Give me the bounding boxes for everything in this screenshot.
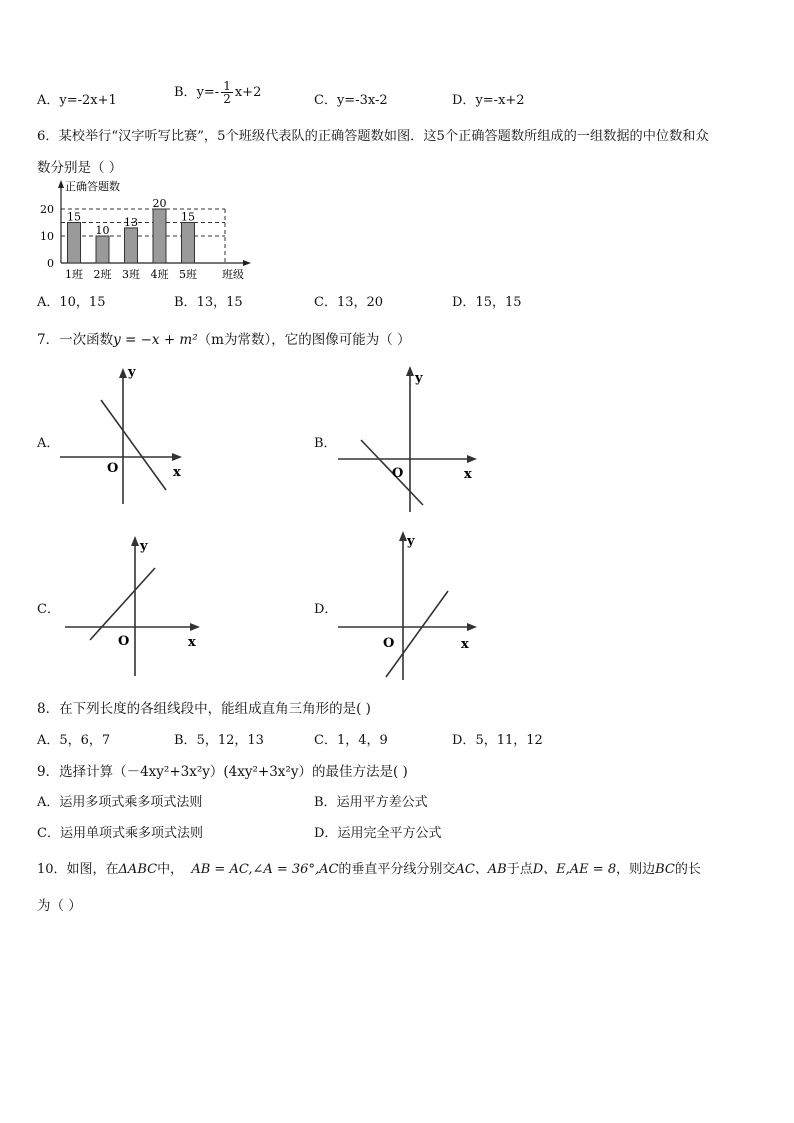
graph-line: [90, 568, 155, 640]
q6-option-c: [314, 291, 383, 310]
q9-option-c: [37, 822, 203, 841]
option-text: 10，15: [59, 295, 106, 310]
q7-stem: [37, 328, 411, 348]
q10-math: AB = AC,∠A = 36°,AC: [191, 862, 339, 877]
y-label: y: [415, 371, 423, 386]
option-label: B．: [174, 295, 197, 310]
q6-option-a: [37, 291, 105, 310]
origin-label: O: [118, 634, 130, 649]
option-label: D．: [452, 295, 476, 310]
option-text: y=-2x+1: [59, 93, 117, 108]
q10-math: ΔABC: [118, 862, 158, 877]
x-axis-title: 班级: [222, 268, 244, 281]
q7-graph-c: [60, 530, 205, 680]
option-text: 5，11，12: [475, 733, 543, 748]
q7-suffix: （m为常数），它的图像可能为（ ）: [197, 332, 411, 348]
option-text: 5，12，13: [196, 733, 264, 748]
category-label: 2班: [93, 268, 112, 281]
category-label: 5班: [179, 268, 197, 281]
q8-option-d: [452, 729, 543, 748]
q10-line2: 为（ ）: [37, 898, 82, 914]
data-label: 10: [95, 224, 110, 237]
bar: [153, 209, 166, 263]
q7-graph-d-label: D．: [314, 602, 338, 617]
q7-graph-b: [333, 362, 483, 517]
origin-label: O: [383, 636, 395, 651]
graph-line: [101, 400, 166, 490]
y-label: y: [128, 365, 136, 380]
x-axis-arrow-icon: [467, 455, 477, 463]
q9-stem: 9．选择计算（－4xy²+3x²y）(4xy²+3x²y）的最佳方法是( ): [37, 764, 408, 780]
q7-graph-c-label: C．: [37, 602, 60, 617]
y-axis-arrow-icon: [406, 366, 414, 376]
option-label: D．: [314, 826, 338, 841]
q10-text: 于点: [506, 862, 533, 877]
q10-math: D、E,AE = 8: [532, 862, 617, 877]
option-text: 运用平方差公式: [336, 795, 428, 810]
bar: [96, 236, 109, 263]
q9-option-d: [314, 822, 441, 841]
option-text: 1，4，9: [336, 733, 388, 748]
option-text: 运用完全平方公式: [337, 826, 442, 841]
q7-graph-a-label: A．: [37, 436, 60, 451]
option-text: 15，15: [475, 295, 522, 310]
q6-option-d: [452, 291, 522, 310]
y-label: y: [140, 539, 148, 554]
option-text: 5，6，7: [59, 733, 111, 748]
q6-line1: 6．某校举行“汉字听写比赛”，5个班级代表队的正确答题数如图．这5个正确答题数所组成的一组数据的中位数和众: [37, 129, 709, 144]
option-text: y=-3x-2: [336, 93, 388, 108]
x-label: x: [173, 465, 181, 480]
x-label: x: [461, 637, 469, 652]
option-label: C．: [314, 733, 337, 748]
bar: [125, 228, 138, 263]
option-text: y=-x+2: [475, 93, 525, 108]
q9-option-a: [37, 791, 202, 810]
x-axis-arrow-icon: [243, 260, 251, 266]
q7-formula: y = −x + m²: [113, 332, 198, 348]
option-text: 运用单项式乘多项式法则: [59, 826, 203, 841]
option-label: A．: [37, 795, 60, 810]
data-label: 20: [152, 197, 167, 210]
q10-text: 10．如图，在: [37, 862, 119, 877]
q10-text: 的长: [674, 862, 701, 877]
q6-line2: 数分别是（ ）: [37, 160, 123, 176]
category-label: 4班: [150, 268, 169, 281]
q5-option-c: [314, 89, 388, 108]
data-label: 15: [67, 210, 81, 224]
x-label: x: [464, 467, 472, 482]
option-label: C．: [37, 826, 60, 841]
option-label: D．: [452, 93, 476, 108]
q7-prefix: 7．一次函数: [37, 332, 114, 348]
fraction-denominator: 2: [223, 92, 231, 106]
q5-option-a: [37, 89, 117, 108]
y-label: y: [407, 534, 415, 549]
q8-option-c: [314, 729, 388, 748]
x-label: x: [188, 635, 196, 650]
q10-text: 的垂直平分线分别交: [338, 862, 456, 877]
q7-graph-d: [333, 525, 483, 685]
q10-line1: [37, 858, 701, 877]
data-label: 13: [124, 215, 138, 229]
option-text-pre: y=-: [196, 85, 220, 100]
bar: [182, 223, 195, 264]
option-label: D．: [452, 733, 476, 748]
y-axis-arrow-icon: [119, 368, 127, 378]
graph-line: [386, 591, 448, 677]
q10-text: 中，: [157, 862, 184, 877]
bar: [68, 223, 81, 264]
category-label: 3班: [122, 268, 140, 281]
q7-graph-b-label: B．: [314, 436, 337, 451]
q8-stem: 8．在下列长度的各组线段中，能组成直角三角形的是( ): [37, 701, 371, 717]
q10-math: BC: [655, 862, 675, 877]
y-tick-label: 10: [40, 230, 54, 243]
q10-math: AC、AB: [455, 862, 507, 877]
option-text: 13，15: [196, 295, 243, 310]
q10-text: ，则边: [616, 862, 656, 877]
option-label: B．: [314, 795, 337, 810]
category-label: 1班: [65, 268, 83, 281]
option-label: B．: [174, 733, 197, 748]
option-text: 运用多项式乘多项式法则: [59, 795, 203, 810]
data-label: 15: [181, 210, 195, 224]
y-tick-label: 0: [47, 257, 54, 270]
origin-label: O: [392, 466, 404, 481]
q5-option-b: [174, 80, 261, 105]
y-axis-arrow-icon: [58, 180, 64, 188]
y-axis-arrow-icon: [399, 531, 407, 541]
q6-bar-chart: [37, 176, 267, 286]
option-label: A．: [37, 295, 60, 310]
option-text-post: x+2: [234, 85, 262, 100]
option-text: 13，20: [336, 295, 384, 310]
fraction: [221, 80, 233, 105]
q6-option-b: [174, 291, 243, 310]
q9-option-b: [314, 791, 428, 810]
y-axis-title: 正确答题数: [65, 180, 120, 193]
q8-option-a: [37, 729, 110, 748]
x-axis-arrow-icon: [190, 623, 200, 631]
x-axis-arrow-icon: [172, 453, 182, 461]
fraction-numerator: 1: [223, 79, 231, 93]
q7-graph-a: [55, 362, 195, 512]
option-label: B．: [174, 85, 197, 100]
y-tick-label: 20: [40, 203, 54, 216]
option-label: A．: [37, 93, 60, 108]
y-axis-arrow-icon: [131, 536, 139, 546]
q5-option-d: [452, 89, 525, 108]
q8-option-b: [174, 729, 264, 748]
origin-label: O: [107, 461, 119, 476]
option-label: C．: [314, 295, 337, 310]
option-label: A．: [37, 733, 60, 748]
x-axis-arrow-icon: [467, 623, 477, 631]
option-label: C．: [314, 93, 337, 108]
